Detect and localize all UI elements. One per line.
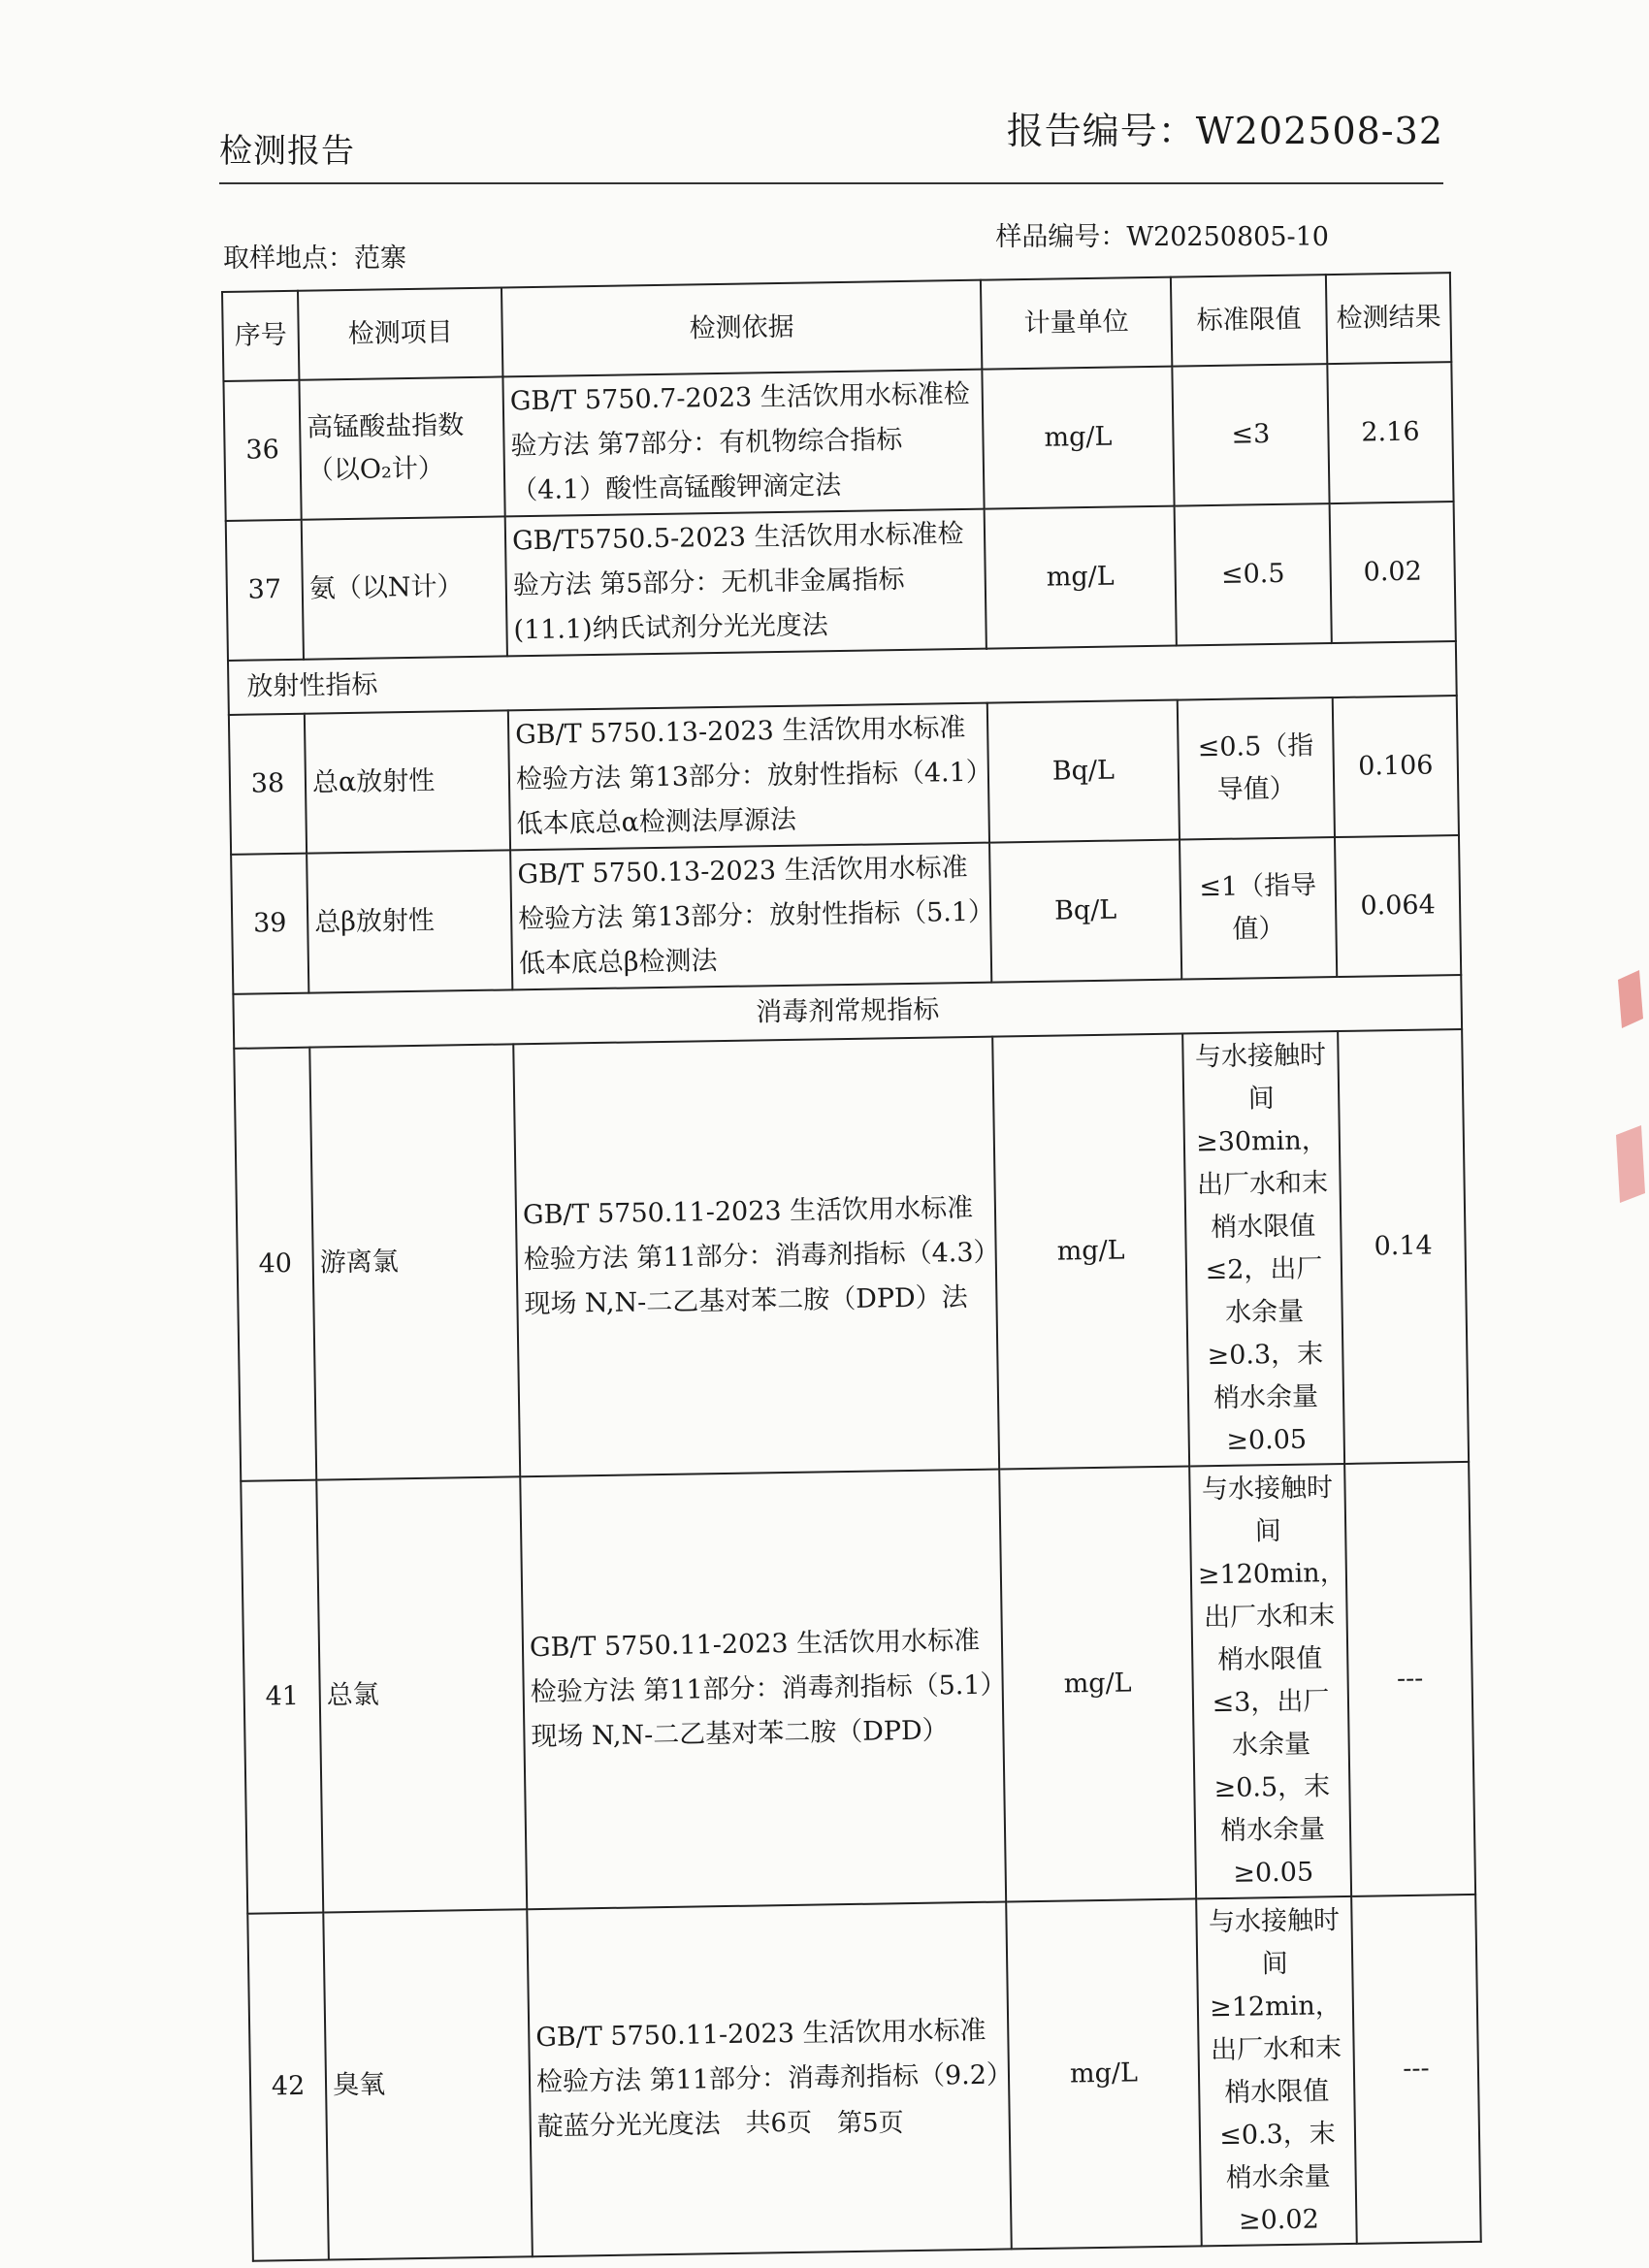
row-limit: ≤0.5（指导值） <box>1178 697 1335 839</box>
col-header-limit: 标准限值 <box>1171 275 1327 367</box>
row-basis: GB/T 5750.13-2023 生活饮用水标准检验方法 第13部分：放射性指标（5.1）低本底总β检测法 <box>510 843 991 990</box>
row-item: 总β放射性 <box>307 850 512 992</box>
col-header-item: 检测项目 <box>298 287 502 379</box>
category-label: 消毒剂常规指标 <box>233 975 1462 1049</box>
sampling-location: 取样地点：范寨 <box>223 243 406 274</box>
table-row <box>241 1462 1475 1914</box>
row-unit: mg/L <box>982 367 1174 509</box>
row-no: 41 <box>241 1480 323 1914</box>
row-item: 高锰酸盐指数（以O₂计） <box>299 376 504 519</box>
table-row <box>229 696 1459 855</box>
row-item: 游离氯 <box>309 1044 520 1479</box>
red-stamp-fragment <box>1610 960 1649 1251</box>
row-unit: mg/L <box>1006 1898 1202 2249</box>
row-unit: mg/L <box>985 506 1177 649</box>
row-basis: GB/T 5750.11-2023 生活饮用水标准检验方法 第11部分：消毒剂指标（5.1）现场 N,N-二乙基对苯二胺（DPD） <box>520 1470 1006 1910</box>
col-header-result: 检测结果 <box>1326 273 1451 364</box>
row-basis: GB/T 5750.11-2023 生活饮用水标准检验方法 第11部分：消毒剂指标（9.2）靛蓝分光光度法 <box>527 1901 1012 2256</box>
col-header-unit: 计量单位 <box>981 277 1172 370</box>
row-no: 38 <box>229 714 307 855</box>
row-result: 0.14 <box>1338 1029 1469 1464</box>
row-result: --- <box>1344 1462 1475 1896</box>
table-row <box>247 1895 1480 2261</box>
table-row <box>223 362 1453 521</box>
row-result: --- <box>1351 1895 1481 2244</box>
row-no: 37 <box>226 520 304 661</box>
row-result: 0.02 <box>1330 502 1456 643</box>
row-item: 总α放射性 <box>305 710 510 853</box>
sample-number: 样品编号：W20250805-10 <box>995 222 1329 252</box>
row-item: 总氯 <box>316 1476 527 1912</box>
table-row <box>234 1029 1469 1481</box>
row-limit: 与水接触时间≥120min，出厂水和末梢水限值≤3，出厂水余量≥0.5，末梢水余量≥0.05 <box>1189 1464 1351 1898</box>
row-limit: 与水接触时间≥12min，出厂水和末梢水限值≤0.3，末梢水余量≥0.02 <box>1196 1896 1357 2246</box>
row-basis: GB/T 5750.11-2023 生活饮用水标准检验方法 第11部分：消毒剂指标（4.3）现场 N,N-二乙基对苯二胺（DPD）法 <box>513 1037 999 1477</box>
row-basis: GB/T 5750.7-2023 生活饮用水标准检验方法 第7部分：有机物综合指标（4.1）酸性高锰酸钾滴定法 <box>502 370 984 517</box>
header-divider <box>219 182 1443 184</box>
row-limit: ≤0.5 <box>1175 503 1332 645</box>
row-no: 42 <box>247 1913 329 2261</box>
row-basis: GB/T5750.5-2023 生活饮用水标准检验方法 第5部分：无机非金属指标(11.1)纳氏试剂分光光度法 <box>505 509 986 657</box>
results-table <box>221 272 1482 2262</box>
row-basis: GB/T 5750.13-2023 生活饮用水标准检验方法 第13部分：放射性指标（4.1）低本底总α检测法厚源法 <box>508 703 989 851</box>
row-limit: ≤3 <box>1172 364 1329 505</box>
row-unit: Bq/L <box>989 840 1181 983</box>
row-unit: mg/L <box>999 1466 1196 1901</box>
col-header-no: 序号 <box>222 291 299 381</box>
row-limit: ≤1（指导值） <box>1180 837 1337 979</box>
row-unit: Bq/L <box>987 700 1180 843</box>
row-no: 40 <box>234 1048 316 1481</box>
page-number: 共6页 第5页 <box>745 2109 904 2138</box>
report-number: 报告编号：W202508-32 <box>1006 110 1443 152</box>
col-header-basis: 检测依据 <box>501 280 982 377</box>
row-item: 氨（以N计） <box>302 516 507 659</box>
row-unit: mg/L <box>992 1034 1189 1470</box>
row-no: 39 <box>231 854 308 994</box>
row-item: 臭氧 <box>323 1909 533 2259</box>
row-no: 36 <box>223 380 301 521</box>
row-result: 0.064 <box>1335 835 1461 977</box>
table-row <box>226 502 1456 661</box>
row-result: 2.16 <box>1327 362 1453 503</box>
report-title: 检测报告 <box>219 132 355 171</box>
category-label: 放射性指标 <box>228 641 1457 715</box>
row-result: 0.106 <box>1333 696 1459 837</box>
table-row <box>231 835 1461 994</box>
row-limit: 与水接触时间≥30min，出厂水和末梢水限值≤2，出厂水余量≥0.3，末梢水余量≥0.05 <box>1182 1031 1344 1466</box>
